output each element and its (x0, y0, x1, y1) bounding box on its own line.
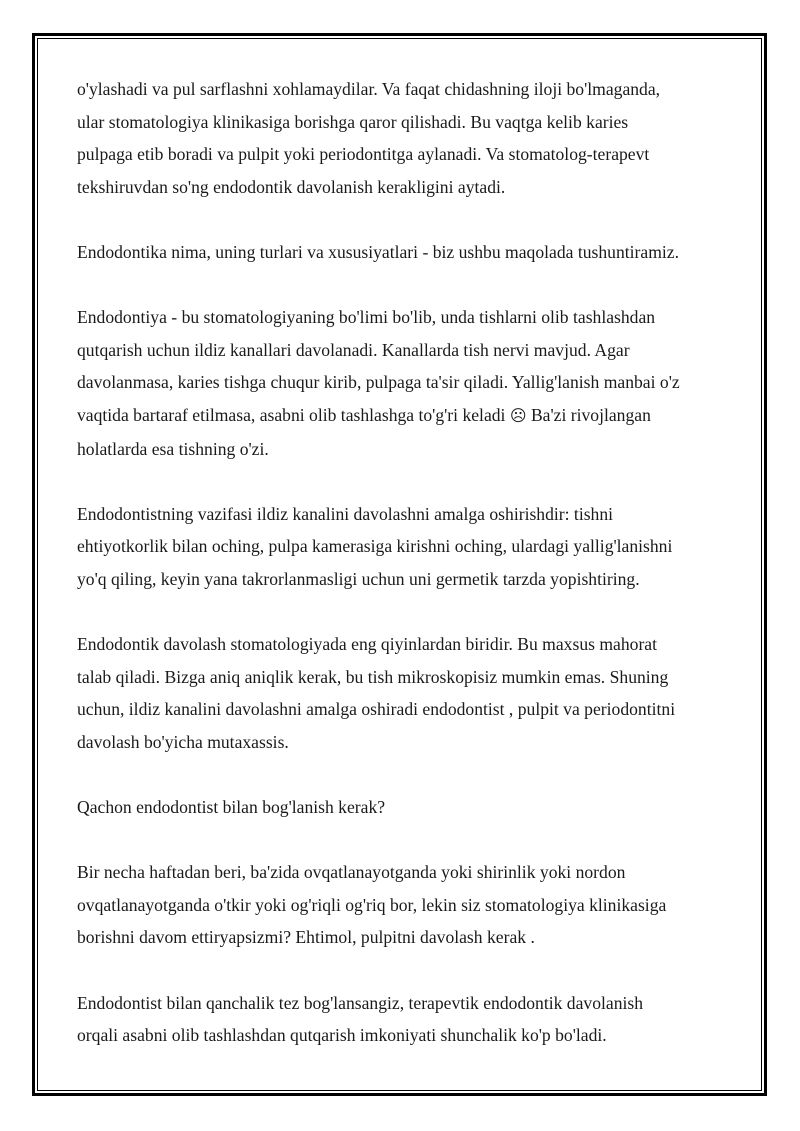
paragraph-5 (77, 628, 737, 758)
text-line: Bir necha haftadan beri, ba'zida ovqatlanayotganda yoki shirinlik yoki nordon (77, 862, 626, 883)
text-line: Ba'zi rivojlangan (526, 404, 651, 425)
text-line: holatlarda esa tishning o'zi. (77, 438, 269, 459)
text-line: qutqarish uchun ildiz kanallari davolanadi. Kanallarda tish nervi mavjud. Agar (77, 339, 630, 360)
text-line: orqali asabni olib tashlashdan qutqarish imkoniyati shunchalik ko'p bo'ladi. (77, 1025, 607, 1046)
text-line: o'ylashadi va pul sarflashni xohlamaydilar. Va faqat chidashning iloji bo'lmaganda, (77, 79, 661, 99)
text-line: ovqatlanayotganda o'tkir yoki og'riqli og'riq bor, lekin siz stomatologiya klinikasiga (77, 894, 667, 915)
text-line: Qachon endodontist bilan bog'lanish kerak? (77, 797, 386, 818)
text-line: davolash bo'yicha mutaxassis. (77, 731, 289, 752)
paragraph-3 (77, 301, 737, 465)
text-line: Endodontist bilan qanchalik tez bog'lansangiz, terapevtik endodontik davolanish (77, 992, 644, 1013)
section-heading (77, 791, 737, 824)
paragraph-2 (77, 236, 737, 269)
text-line: uchun, ildiz kanalini davolashni amalga oshiradi endodontist , pulpit va periodontitni (77, 699, 676, 720)
text-line: tekshiruvdan so'ng endodontik davolanish kerakligini aytadi. (77, 176, 506, 197)
text-line: Endodontiya - bu stomatologiyaning bo'limi bo'lib, unda tishlarni olib tashlashdan (77, 307, 656, 328)
text-line: Endodontika nima, uning turlari va xususiyatlari - biz ushbu maqolada tushuntiramiz. (77, 241, 679, 262)
text-line: vaqtida bartaraf etilmasa, asabni olib tashlashga to'g'ri keladi (77, 404, 506, 425)
paragraph-7 (77, 987, 737, 1052)
sad-face-icon: ☹ (509, 405, 527, 425)
text-line: borishni davom ettiryapsizmi? Ehtimol, pulpitni davolash kerak . (77, 927, 535, 948)
text-line: ular stomatologiya klinikasiga borishga qaror qilishadi. Bu vaqtga kelib karies (77, 111, 629, 132)
text-line: ehtiyotkorlik bilan oching, pulpa kamerasiga kirishni oching, ulardagi yallig'lanishni (77, 536, 673, 557)
paragraph-4 (77, 498, 737, 596)
text-line: talab qiladi. Bizga aniq aniqlik kerak, bu tish mikroskopisiz mumkin emas. Shuning (77, 666, 669, 687)
paragraph-1 (77, 73, 737, 203)
paragraph-6 (77, 856, 737, 954)
text-line: pulpaga etib boradi va pulpit yoki periodontitga aylanadi. Va stomatolog-terapevt (77, 144, 650, 165)
document-body (77, 73, 737, 1052)
text-line: Endodontistning vazifasi ildiz kanalini davolashni amalga oshirishdir: tishni (77, 503, 614, 524)
text-line: Endodontik davolash stomatologiyada eng qiyinlardan biridir. Bu maxsus mahorat (77, 634, 658, 655)
text-line: yo'q qiling, keyin yana takrorlanmasligi uchun uni germetik tarzda yopishtiring. (77, 568, 640, 589)
text-line: davolanmasa, karies tishga chuqur kirib, pulpaga ta'sir qiladi. Yallig'lanish manbai o'z (77, 372, 680, 393)
